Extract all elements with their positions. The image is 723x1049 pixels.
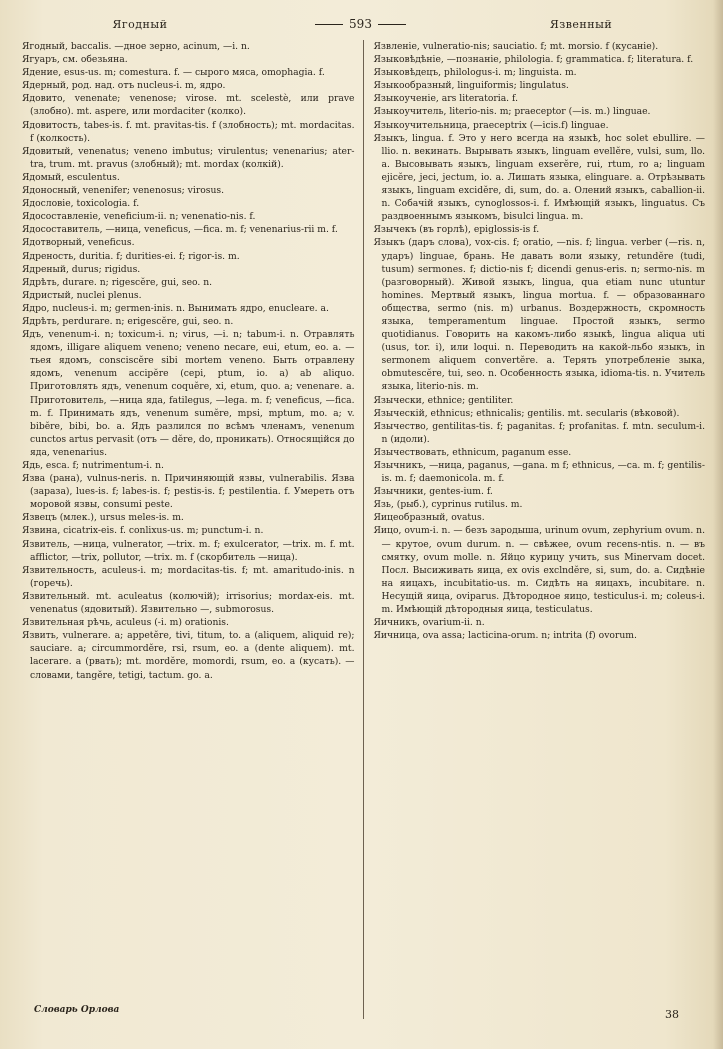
printer-signature: Словарь Орлова — [34, 1005, 120, 1015]
dictionary-entry: Язычники, gentes-ium. f. — [373, 486, 493, 498]
dictionary-entry: Язвительная рѣчь, aculeus (-i. m) orationis. — [22, 617, 229, 629]
dictionary-entry: Ядение, esus-us. m; comestura. f. — сырого мяса, omophagia. f. — [22, 67, 325, 79]
dictionary-entry: Языкообразный, linguiformis; lingulatus. — [373, 80, 569, 92]
dictionary-entry: Ядрѣть, durare. n; rigescĕre, gui, seo. n. — [22, 276, 213, 288]
dictionary-entry: Яичникъ, ovarium-ii. n. — [373, 617, 485, 629]
right-guide-word: Язвенный — [549, 17, 613, 31]
dictionary-entry: Язвина, cicatrix-eis. f. conlixus-us. m; punctum-i. n. — [22, 525, 264, 537]
sheet-number: 38 — [665, 1008, 679, 1021]
dictionary-entry: Ядристый, nuclei plenus. — [22, 289, 142, 301]
right-column — [364, 40, 706, 1019]
dictionary-entry: Языковѣдецъ, philologus-i. m; linguista. m. — [373, 67, 577, 79]
dictionary-entry: Ядотворный, veneficus. — [22, 237, 135, 249]
dictionary-entry: Языкъ (даръ слова), vox-cis. f; oratio, —nis. f; lingua. verber (—ris. n, ударъ) linguae, брань. Не давать воли языку, retundĕre (tudi, tusum) sermones. f; dictio-nis f; dicendi genus-eris. n; sermo-nis. m (разговорный). Живой языкъ, lingua, qua etiam nunc utuntur homines. Мертвый языкъ, lingua mortua. f. — образованнаго общества, sermo (nis. m) urbanus. Воздержность, скромность языка, temperamentum linguae. Простой языкъ, sermo quotidianus. Говорить на какомъ-либо языкѣ, lingua aliqua uti (usus, tor. i), или loqui. n. Переводить на какой-льбо языкъ, in sermonem aliquem convertĕre. a. Терять употребленіе зыка, obmutescĕre, tui, seo. n. Особенность языка, idioma-tis. n. Учитель языка, literio-nis. m. — [373, 237, 705, 393]
dictionary-entry: Ядомый, esculentus. — [22, 171, 120, 183]
dictionary-entry: Ягодный, baccalis. —дное зерно, acinum, —i. n. — [22, 41, 250, 52]
header-rule-left — [315, 24, 343, 25]
dictionary-entry: Языковѣдѣніе, —познаніе, philologia. f; grammatica. f; literatura. f. — [373, 54, 694, 66]
dictionary-entry: Язвить, vulnerare. a; appetĕre, tivi, titum, to. a (aliquem, aliquid re); sauciare. a; circummordĕre, rsi, rsum, eo. a (dente aliquem). mt. lacerare. a (рвать); mt. mordĕre, momordi, rsum, eo. a (кусать). —словами, tangĕre, tetigi, tactum. go. a. — [22, 630, 355, 681]
dictionary-entry: Ядь, esca. f; nutrimentum-i. n. — [22, 460, 164, 471]
page-edge-shadow — [713, 0, 723, 1049]
dictionary-entry: Язвитель, —ница, vulnerator, —trix. m. f; exulcerator, —trix. m. f. mt. afflictor, —trix, pollutor, —trix. m. f (скорбитель —ница). — [22, 538, 355, 563]
dictionary-entry: Яицо, ovum-i. n. — безъ зародыша, urinum ovum, zephyrium ovum. n. — крутое, ovum durum. n. — свѣжее, ovum recens-ntis. n. — въ смятку, ovum molle. n. Яйцо курицу учить, sus Minervam docet. Посл. Высиживать яица, ex ovis exclndĕre, si, sum, do. a. Сидѣніе на яицахъ, incubitatio-us. m. Сидѣть на яицахъ, incubitare. n. Несущій яица, oviparus. Дѣтородное яицо, testiculus-i. m; coleus-i. m. Имѣющій дѣтородныя яица, testiculatus. — [373, 525, 705, 616]
text-columns — [22, 40, 705, 1019]
dictionary-entry: Языческій, ethnicus; ethnicalis; gentilis. mt. secularis (вѣковой). — [373, 407, 680, 419]
dictionary-entry: Язва (рана), vulnus-neris. n. Причиняющій язвы, vulnerabilis. Язва (зараза), lues-is. f; labes-is. f; pestis-is. f; pestilentia. f. Умереть отъ моровой язвы, consumi peste. — [22, 473, 355, 511]
dictionary-entry: Язычествовать, ethnicum, paganum esse. — [373, 446, 572, 458]
dictionary-entry: Ядовито, venenate; venenose; virose. mt. scelestè, или prave (злобно). mt. aspere, или mordaciter (колко). — [22, 93, 355, 118]
dictionary-entry: Языкъ, lingua. f. Это у него всегда на языкѣ, hoc solet ebullire. —llio. n. векинать. Вырывать языкъ, linguam evellĕre, vulsi, sum, llo. a. Высовывать языкъ, linguam exserĕre, rui, rtum, ro a; linguam ejicĕre, jeci, jectum, io. a. Лишать языка, elinguare. a. Отрѣзывать языкъ, linguam excidĕre, di, sum, do. a. Олений языкъ, caballion-ii. n. Собачій языкъ, cynoglossos-i. f. Имѣющій языкъ, linguatus. Съ раздвоеннымъ языкомъ, bisulci lingua. m. — [373, 132, 705, 223]
dictionary-entry: Языкоученіе, ars literatoria. f. — [373, 93, 519, 105]
dictionary-entry: Ядреность, duritia. f; durities-ei. f; rigor-is. m. — [22, 250, 240, 262]
dictionary-entry: Ядреный, durus; rigidus. — [22, 263, 141, 275]
page-number-block — [315, 17, 406, 31]
dictionary-entry: Ягуаръ, см. обезьяна. — [22, 54, 128, 66]
dictionary-entry: Язвленіе, vulneratio-nis; sauciatio. f; mt. morsio. f (кусаніе). — [373, 41, 659, 52]
dictionary-entry: Языкоучительница, praeceptrix (—icis.f) linguae. — [373, 119, 609, 131]
dictionary-entry: Язычникъ, —ница, paganus, —gana. m f; ethnicus, —ca. m. f; gentilis-is. m. f; daemonicola. m. f. — [373, 460, 705, 485]
dictionary-entry: Язь, (рыб.), cyprinus rutilus. m. — [373, 499, 523, 511]
dictionary-entry: Язвительность, aculeus-i. m; mordacitas-tis. f; mt. amaritudo-inis. n (горечь). — [22, 564, 355, 589]
dictionary-entry: Ядовитый, venenatus; veneno imbutus; virulentus; venenarius; ater-tra, trum. mt. pravus (злобный); mt. mordax (колкій). — [22, 145, 355, 170]
dictionary-entry: Языкоучитель, literio-nis. m; praeceptor (—is. m.) linguae. — [373, 106, 651, 118]
dictionary-entry: Ядрѣть, perdurare. n; erigescĕre, gui, seo. n. — [22, 315, 234, 327]
dictionary-entry: Ядъ, venenum-i. n; toxicum-i. n; virus, —i. n; tabum-i. n. Отравлять ядомъ, illigare aliquem veneno; veneno necare, eui, etum, eo. a. —тьея ядомъ, consciscĕre sibi mortem veneno. Быть отравлену ядомъ, venenum accipĕre (cepi, ptum, io. a) ab aliquo. Приготовлять ядъ, venenum coquĕre, xi, etum, quo. a; venenare. a. Приготовитель, —ница яда, fatilegus, —lega. m. f; veneficus, —fica. m. f. Принимать ядъ, venenum sumĕre, mpsi, mptum, mo. a; v. bibĕre, bibi, bo. a. Ядъ разлился по всѣмъ членамъ, venenum cunctos artus pervasit (отъ — dĕre, do, проникать). Относящійся до яда, venenarius. — [22, 329, 355, 458]
dictionary-entry: Ядоносный, venenifer; venenosus; virosus. — [22, 185, 225, 197]
dictionary-entry: Ядовитость, tabes-is. f. mt. pravitas-tis. f (злобность); mt. mordacitas. f (колкость). — [22, 119, 355, 144]
dictionary-entry: Язычество, gentilitas-tis. f; paganitas. f; profanitas. f. mtn. seculum-i. n (идоли). — [373, 420, 705, 445]
dictionary-entry: Ядословіе, toxicologia. f. — [22, 198, 140, 210]
dictionary-entry: Яицеобразный, ovatus. — [373, 512, 485, 524]
page-number: 593 — [349, 17, 372, 31]
dictionary-entry: Ядосоставитель, —ница, veneficus, —fica. m. f; venenarius-rii m. f. — [22, 224, 338, 236]
running-header — [20, 14, 701, 34]
left-column — [22, 40, 364, 1019]
dictionary-entry: Ядро, nucleus-i. m; germen-inis. n. Вынимать ядро, enucleare. a. — [22, 302, 329, 314]
left-guide-word: Ягодный — [112, 17, 168, 31]
dictionary-entry: Язвецъ (млек.), ursus meles-is. m. — [22, 512, 184, 524]
dictionary-entry: Ядерный, род. над. отъ nucleus-i. m, ядро. — [22, 80, 226, 92]
dictionary-entry: Язвительный. mt. aculeatus (колючій); irrisorius; mordax-eis. mt. venenatus (ядовитый). Язвительно —, submorosus. — [22, 590, 355, 616]
dictionary-entry: Яичница, ova assa; lacticina-orum. n; intrita (f) ovorum. — [373, 630, 637, 642]
header-rule-right — [378, 24, 406, 25]
dictionary-entry: Язычекъ (въ горлѣ), epiglossis-is f. — [373, 224, 540, 236]
dictionary-entry: Язычески, ethnice; gentiliter. — [373, 394, 514, 406]
dictionary-entry: Ядосоставленіе, veneficium-ii. n; venenatio-nis. f. — [22, 211, 256, 223]
